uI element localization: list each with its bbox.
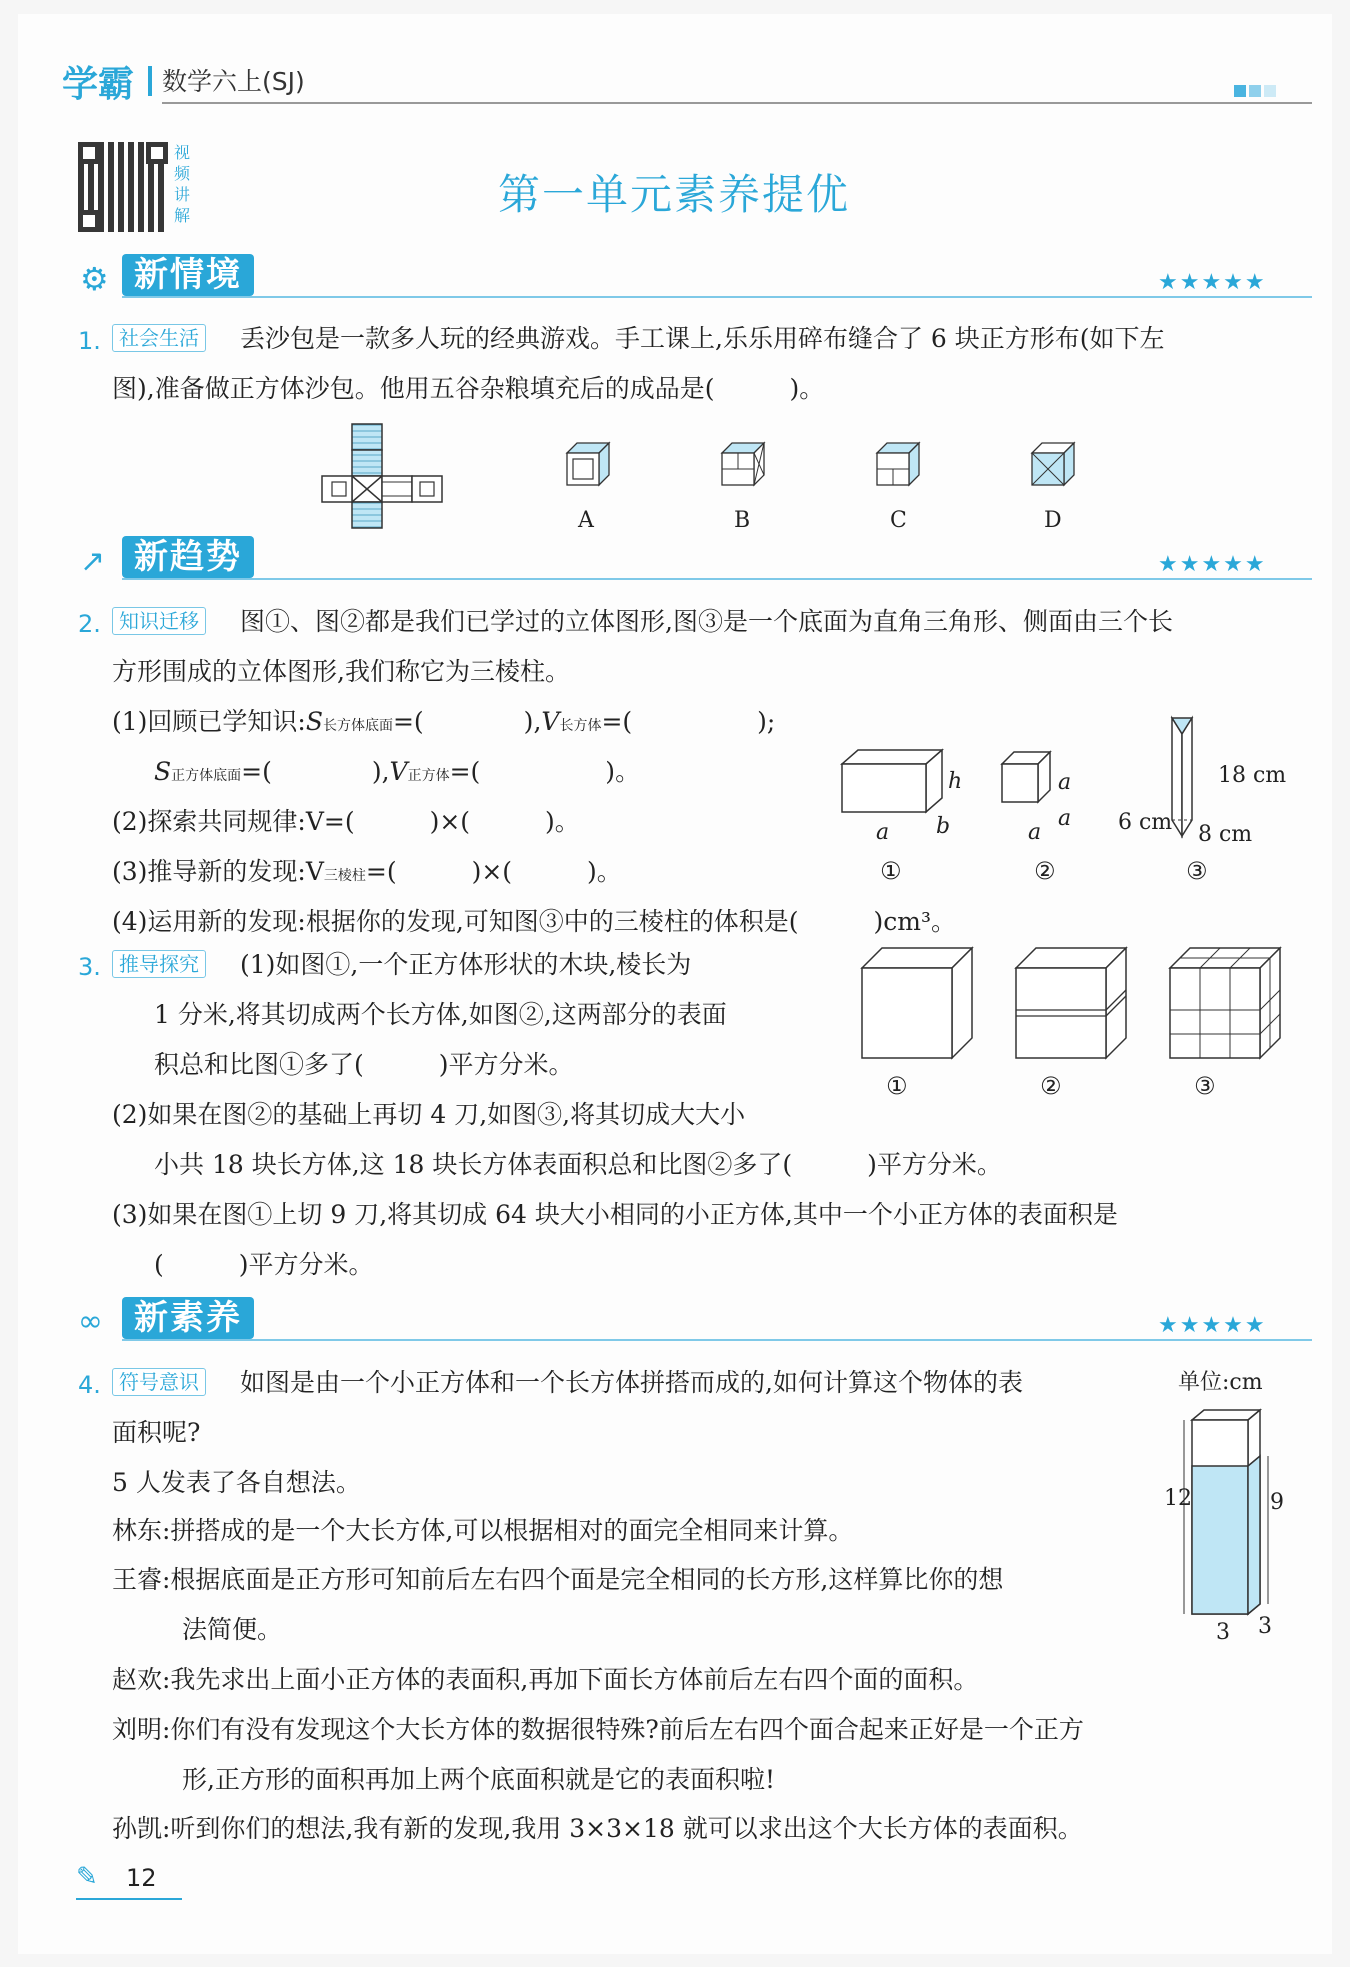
option-d-cube[interactable] <box>1028 439 1088 494</box>
wood-cube-figure-3 <box>1166 944 1286 1064</box>
section-title-new-literacy: 新素养 <box>122 1297 254 1339</box>
figure-number: ② <box>1034 857 1056 885</box>
question-text: (1)如图①,一个正方体形状的木块,棱长为 <box>240 950 692 979</box>
stacked-cuboid-figure <box>1178 1406 1298 1646</box>
question-tag: 符号意识 <box>112 1368 206 1396</box>
question-text: 图①、图②都是我们已学过的立体图形,图③是一个底面为直角三角形、侧面由三个长 <box>240 607 1173 636</box>
header-dots <box>1234 82 1276 101</box>
q2-part3: (3)推导新的发现:V三棱柱=( )×( )。 <box>112 857 622 886</box>
wood-cube-figure-1 <box>858 944 978 1064</box>
page-number: 12 <box>126 1864 157 1892</box>
figure-number: ① <box>880 857 902 885</box>
option-label: A <box>578 508 594 533</box>
option-label: C <box>890 508 907 533</box>
dim-label-a: a <box>1058 806 1072 831</box>
speaker-wangrui-cont: 法简便。 <box>182 1615 283 1644</box>
difficulty-stars: ★★★★★ <box>1158 552 1267 577</box>
speaker-sunkai: 孙凯:听到你们的想法,我有新的发现,我用 3×3×18 就可以求出这个大长方体的表面积。 <box>112 1814 1083 1843</box>
dim-label-9: 9 <box>1270 1490 1284 1515</box>
option-label: B <box>734 508 751 533</box>
question-text: 1 分米,将其切成两个长方体,如图②,这两部分的表面 <box>154 1000 727 1029</box>
option-c-cube[interactable] <box>873 439 933 494</box>
difficulty-stars: ★★★★★ <box>1158 1313 1267 1338</box>
cube-net-figure <box>318 422 448 532</box>
section-rule <box>122 1339 1312 1341</box>
cuboid-figure <box>838 744 958 824</box>
dim-label-a: a <box>1028 820 1042 845</box>
option-b-cube[interactable] <box>718 439 778 494</box>
question-text: (2)如果在图②的基础上再切 4 刀,如图③,将其切成大大小 <box>112 1100 746 1129</box>
header <box>62 52 1312 112</box>
dim-label-3: 3 <box>1258 1614 1272 1639</box>
question-text: 如图是由一个小正方体和一个长方体拼搭而成的,如何计算这个物体的表 <box>240 1368 1023 1397</box>
dim-label-18cm: 18 cm <box>1218 763 1287 788</box>
question-text: 方形围成的立体图形,我们称它为三棱柱。 <box>112 657 570 686</box>
trend-arrow-icon: ↗ <box>80 544 106 579</box>
question-tag: 社会生活 <box>112 324 206 352</box>
pencil-icon: ✎ <box>76 1862 98 1892</box>
option-a-cube[interactable] <box>563 439 623 494</box>
figure-number: ① <box>886 1072 908 1100</box>
question-tag: 知识迁移 <box>112 607 206 635</box>
book-title: 数学六上(SJ) <box>162 67 305 96</box>
question-number: 4. <box>78 1371 101 1399</box>
qr-label: 视频讲解 <box>174 143 191 225</box>
dim-label-a: a <box>876 820 890 845</box>
speaker-lindong: 林东:拼搭成的是一个大长方体,可以根据相对的面完全相同来计算。 <box>112 1516 854 1545</box>
question-text: 5 人发表了各自想法。 <box>112 1468 361 1497</box>
dim-label-3: 3 <box>1216 1620 1230 1645</box>
question-number: 1. <box>78 327 101 355</box>
question-number: 3. <box>78 953 101 981</box>
q2-part2: (2)探索共同规律:V=( )×( )。 <box>112 807 580 836</box>
speaker-zhaohuan: 赵欢:我先求出上面小正方体的表面积,再加下面长方体前后左右四个面的面积。 <box>112 1665 979 1694</box>
page-title: 第一单元素养提优 <box>498 170 851 219</box>
footer-rule <box>76 1898 182 1900</box>
difficulty-stars: ★★★★★ <box>1158 270 1267 295</box>
figure-number: ② <box>1040 1072 1062 1100</box>
unit-label: 单位:cm <box>1178 1370 1263 1395</box>
section-title-new-trend: 新趋势 <box>122 536 254 578</box>
question-text: ( )平方分米。 <box>154 1250 374 1279</box>
question-text: (3)如果在图①上切 9 刀,将其切成 64 块大小相同的小正方体,其中一个小正方体的表面积是 <box>112 1200 1118 1229</box>
q2-part1-line2: S正方体底面=( ),V正方体=( )。 <box>154 757 641 786</box>
speaker-liuming-cont: 形,正方形的面积再加上两个底面积就是它的表面积啦! <box>182 1765 775 1794</box>
figure-number: ③ <box>1194 1072 1216 1100</box>
figure-number: ③ <box>1186 857 1208 885</box>
question-number: 2. <box>78 610 101 638</box>
section-title-new-context: 新情境 <box>122 254 254 296</box>
chain-link-icon: ∞ <box>78 1304 103 1339</box>
brand-logo: 学霸 <box>62 64 135 105</box>
section-rule <box>122 296 1312 298</box>
question-text: 面积呢? <box>112 1418 201 1447</box>
speaker-liuming: 刘明:你们有没有发现这个大长方体的数据很特殊?前后左右四个面合起来正好是一个正方 <box>112 1715 1084 1744</box>
header-rule <box>162 102 1312 104</box>
dim-label-8cm: 8 cm <box>1198 822 1253 847</box>
wood-cube-figure-2 <box>1012 944 1132 1064</box>
q2-part4: (4)运用新的发现:根据你的发现,可知图③中的三棱柱的体积是( )cm³。 <box>112 907 957 936</box>
question-text: 积总和比图①多了( )平方分米。 <box>154 1050 574 1079</box>
dim-label-a: a <box>1058 770 1072 795</box>
dim-label-b: b <box>936 814 951 839</box>
qr-code[interactable] <box>78 142 168 232</box>
question-text: 图),准备做正方体沙包。他用五谷杂粮填充后的成品是( )。 <box>112 374 825 403</box>
dim-label-h: h <box>948 769 963 794</box>
workbook-page <box>18 14 1332 1954</box>
gear-icon: ⚙ <box>80 260 109 298</box>
option-label: D <box>1044 508 1062 533</box>
question-tag: 推导探究 <box>112 950 206 978</box>
dim-label-12: 12 <box>1164 1486 1192 1511</box>
dim-label-6cm: 6 cm <box>1118 810 1173 835</box>
speaker-wangrui: 王睿:根据底面是正方形可知前后左右四个面是完全相同的长方形,这样算比你的想 <box>112 1565 1004 1594</box>
header-divider <box>148 66 152 96</box>
q2-part1-line1: (1)回顾已学知识:S长方体底面=( ),V长方体=( ); <box>112 707 776 736</box>
question-text: 丢沙包是一款多人玩的经典游戏。手工课上,乐乐用碎布缝合了 6 块正方形布(如下左 <box>240 324 1165 353</box>
question-text: 小共 18 块长方体,这 18 块长方体表面积总和比图②多了( )平方分米。 <box>154 1150 1002 1179</box>
section-rule <box>122 578 1312 580</box>
